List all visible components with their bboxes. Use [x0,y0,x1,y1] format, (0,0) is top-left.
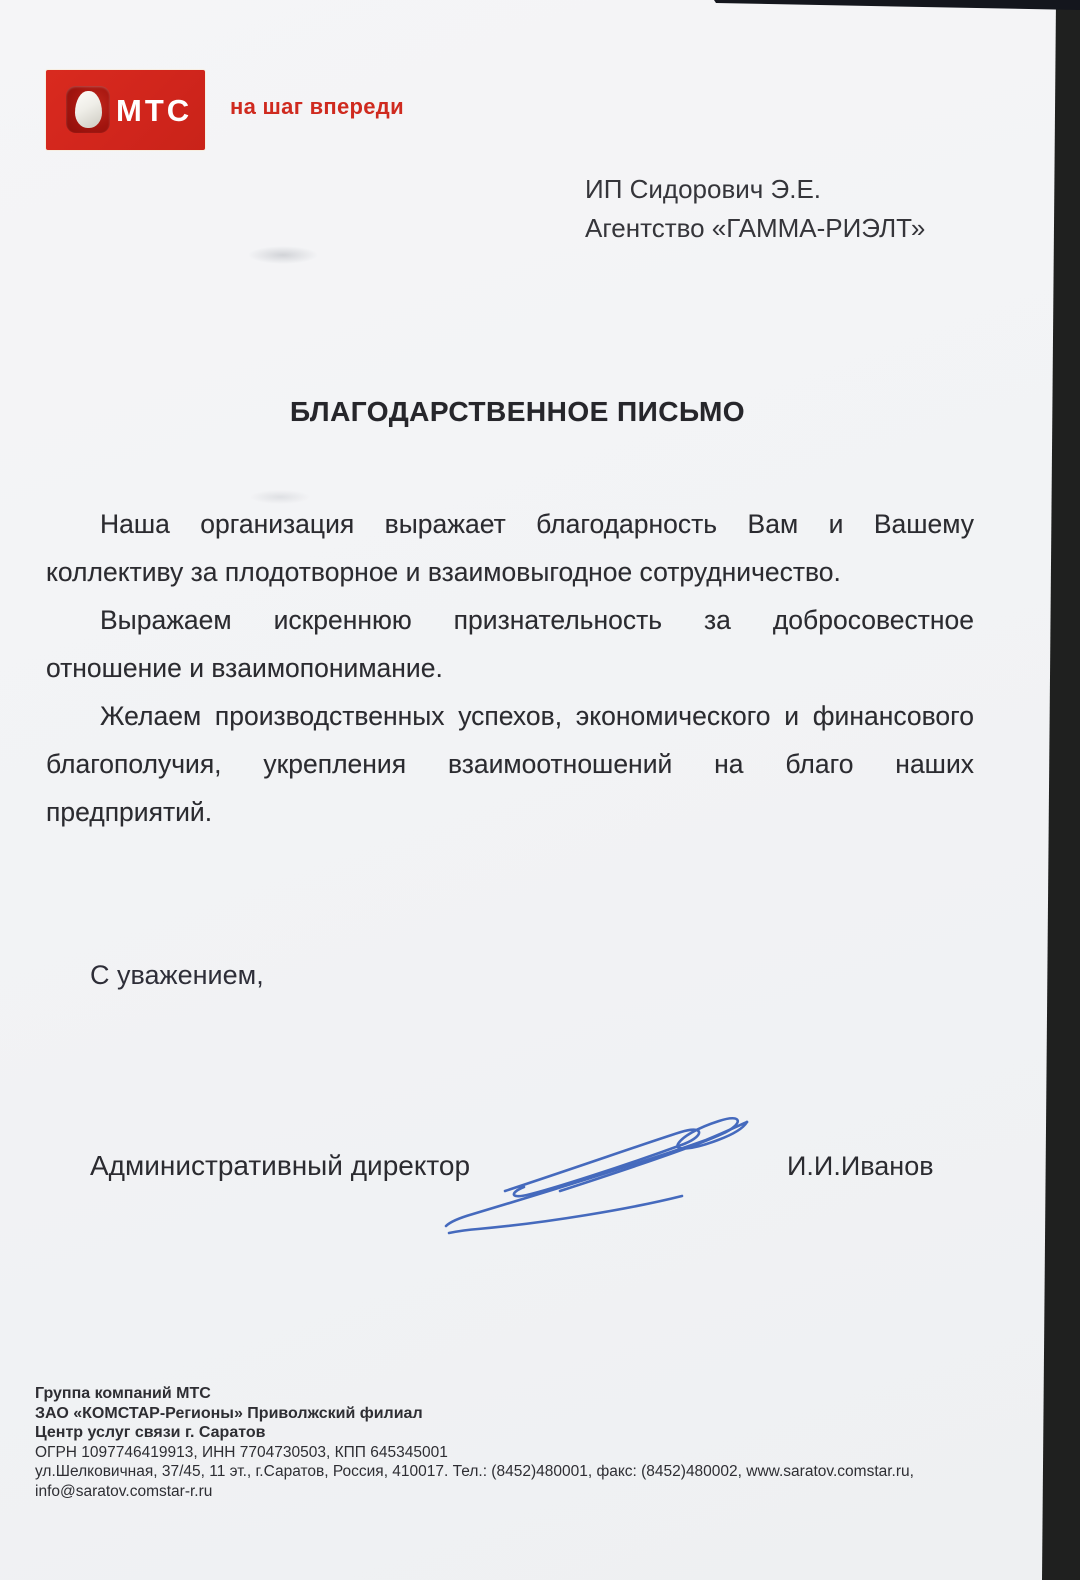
footer-line: info@saratov.comstar-r.ru [35,1482,213,1500]
body-line: Наша организация выражает благодарность Вам и Вашему [100,509,974,539]
body-line: благополучия, укрепления взаимоотношений на благо наших [46,749,974,779]
egg-shape [75,91,102,128]
recipient-line-2: Агентство «ГАММА-РИЭЛТ» [585,213,926,243]
signer-name: И.И.Иванов [787,1151,934,1181]
mts-egg-icon [66,86,110,133]
footer-block [35,1384,914,1502]
body-line: отношение и взаимопонимание. [46,653,443,683]
body-line: предприятий. [46,797,213,827]
footer-line: ОГРН 1097746419913, ИНН 7704730503, КПП 645345001 [35,1443,448,1461]
body-line: коллективу за плодотворное и взаимовыгодное сотрудничество. [46,557,841,587]
letter-body [46,500,974,836]
recipient-line-1: ИП Сидорович Э.Е. [585,174,822,204]
letter-title: БЛАГОДАРСТВЕННОЕ ПИСЬМО [290,396,746,427]
footer-line: ЗАО «КОМСТАР-Регионы» Приволжский филиал [35,1404,423,1422]
mts-tagline: на шаг впереди [230,94,404,119]
recipient-block [585,170,925,248]
signer-title: Административный директор [90,1150,471,1181]
footer-line: Группа компаний МТС [35,1385,211,1402]
mts-logo [46,70,205,150]
footer-line: Центр услуг связи г. Саратов [35,1424,266,1442]
mts-brand-text: МТС [116,93,193,128]
scan-smudge [248,246,318,264]
body-line: Выражаем искреннюю признательность за добросовестное [100,605,974,635]
closing-salutation: С уважением, [90,960,264,990]
footer-line: ул.Шелковичная, 37/45, 11 эт., г.Саратов, Россия, 410017. Тел.: (8452)480001, факс: (8452)480002, www.saratov.comstar.ru, [35,1463,914,1481]
body-line: Желаем производственных успехов, экономического и финансового [100,701,974,731]
